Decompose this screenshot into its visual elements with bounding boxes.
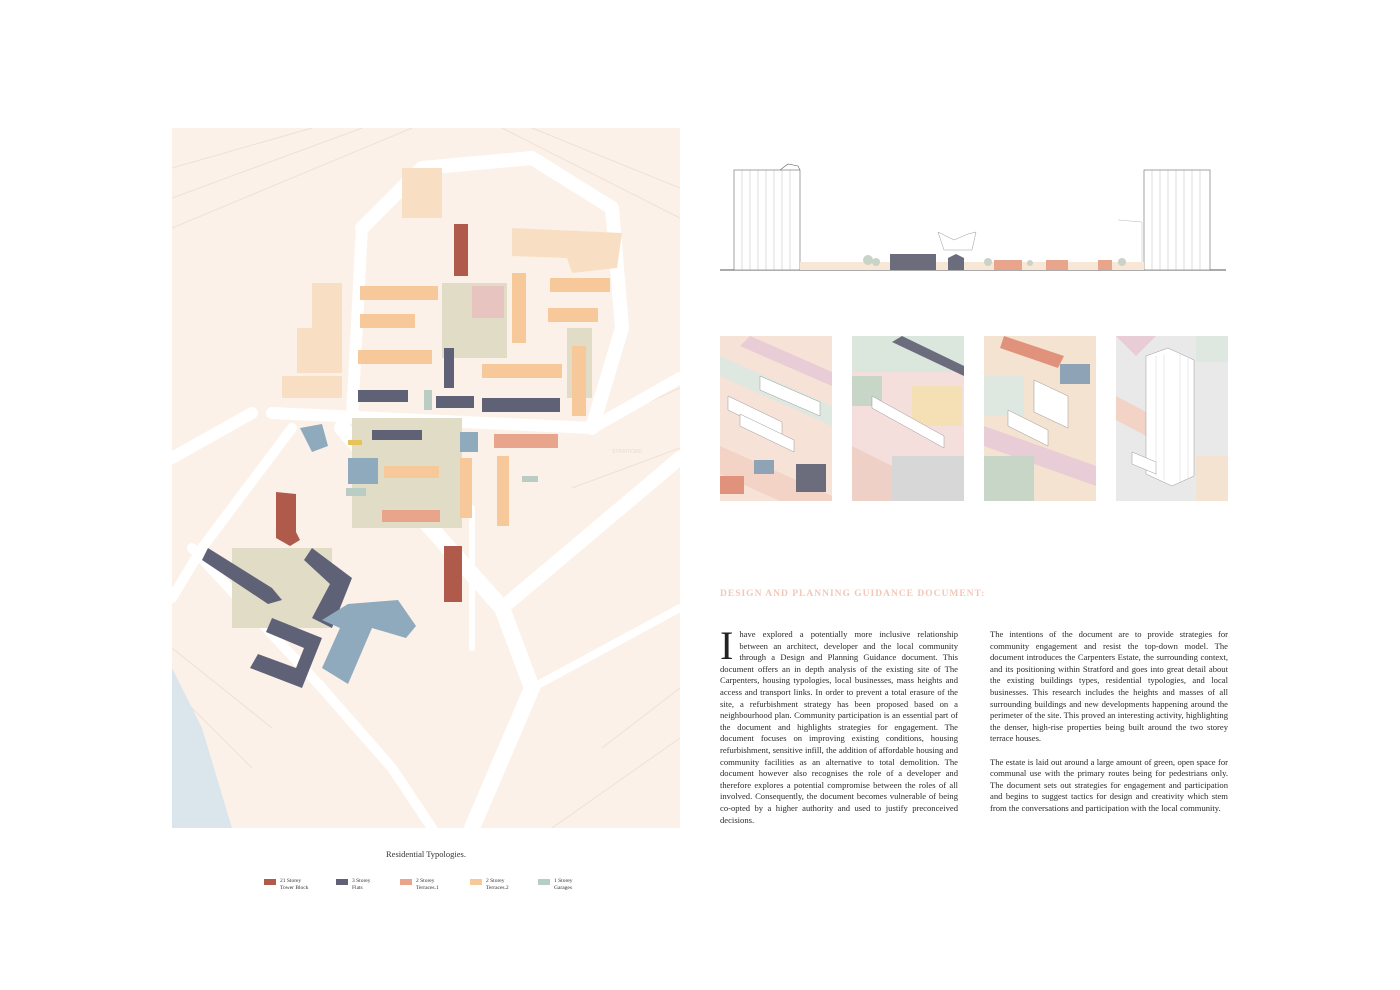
axonometric-tile-1 (720, 336, 832, 501)
legend-item-flats: 3 Storey Flats (336, 878, 371, 892)
right-paragraph-2: The estate is laid out around a large amount of green, open space for communal use with the primary routes being for pedestrians only. The document sets out strategies for engagement and participation and begins to suggest tactics for design and creativity which stem from the conversations and participation with the local community. (990, 756, 1228, 813)
terrace-rows-axonometric-icon (720, 336, 832, 501)
document-heading: DESIGN AND PLANNING GUIDANCE DOCUMENT: (720, 589, 986, 599)
flats-elevation (890, 254, 936, 270)
map-legend (0, 878, 1400, 898)
legend-title: Residential Typologies. (386, 849, 466, 859)
drop-cap: I (720, 623, 734, 668)
tower-right-elevation (1118, 170, 1210, 270)
axonometric-tile-2 (852, 336, 964, 501)
yellow-marker (348, 440, 362, 445)
terrace-elevation-1 (994, 260, 1022, 270)
terrace-elevation-3 (1098, 260, 1112, 270)
legend-swatch (470, 879, 482, 885)
tower-block-axonometric-icon (1116, 336, 1228, 501)
legend-item-terraces-1: 2 Storey Terraces.1 (400, 878, 439, 892)
tower-left-elevation (734, 164, 800, 270)
legend-item-tower: 21 Storey Tower Block (264, 878, 308, 892)
left-paragraph: have explored a potentially more inclusive relationship between an architect, developer and the local community through a Design and Planning Guidance document. This document offers an in depth analysis of the existing site of The Carpenters, housing typologies, local businesses, mass heights and access and transport links. In order to prevent a total erasure of the site, a refurbishment strategy has been proposed based on a neighbourhood plan. Community participation is an essential part of the document and highlights strategies for engagement. The document focuses on improving existing conditions, housing refurbishment, sensitive infill, the addition of affordable housing and community facilities as an alternative to total demolition. The document however also recognises the role of a developer and therefore explores a potential compromise between the roles of all involved. Consequently, the document becomes vulnerable of being co-opted by a higher authority and used to justify preconceived decisions. (720, 629, 958, 825)
terrace-block-axonometric-icon (852, 336, 964, 501)
street-section-elevation (718, 160, 1228, 275)
legend-swatch (264, 879, 276, 885)
flats-block-axonometric-icon (984, 336, 1096, 501)
courtyard-square (472, 286, 504, 318)
legend-swatch (336, 879, 348, 885)
legend-swatch (400, 879, 412, 885)
legend-item-terraces-2: 2 Storey Terraces.2 (470, 878, 509, 892)
axonometric-tile-4 (1116, 336, 1228, 501)
site-plan-drawing (172, 128, 680, 828)
axonometric-tile-3 (984, 336, 1096, 501)
terrace-elevation-2 (1046, 260, 1068, 270)
left-text-column (720, 623, 958, 838)
street-label: STRATFORD (612, 449, 643, 455)
small-building-elevation (948, 254, 964, 270)
site-plan-map (172, 128, 680, 828)
legend-swatch (538, 879, 550, 885)
canopy-outline (938, 232, 976, 250)
right-paragraph-1: The intentions of the document are to provide strategies for community engagement and resist the top-down model. The document introduces the Carpenters Estate, the surrounding context, and its positioning within Stratford and goes into great detail about the existing buildings types, residential typologies, and local businesses. This research includes the heights and masses of all surrounding buildings and new developments happening around the perimeter of the site. This proved an interesting activity, highlighting the denser, high-rise properties being built around the two storey terrace houses. (990, 629, 1228, 744)
low-rise-strip (800, 262, 1144, 270)
right-text-column (990, 629, 1228, 826)
legend-item-garages: 1 Storey Garages (538, 878, 573, 892)
